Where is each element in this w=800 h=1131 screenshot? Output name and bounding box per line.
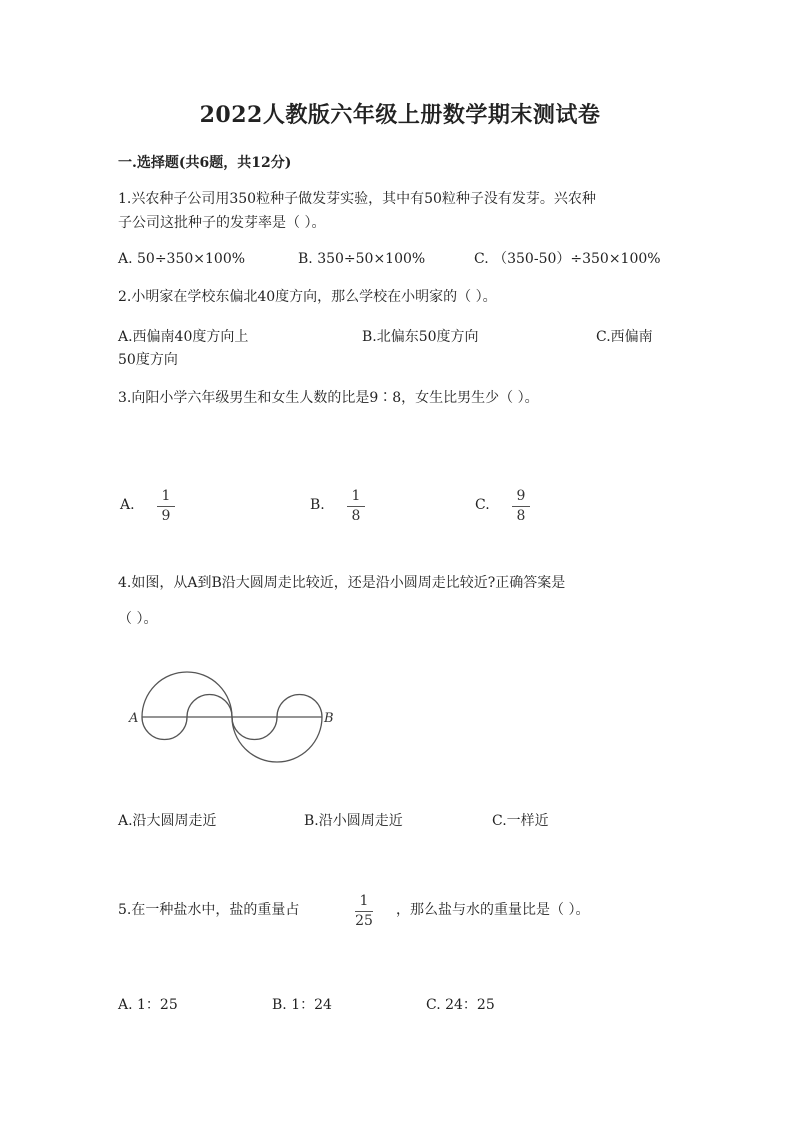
question-1-line-1: 1.兴农种子公司用350粒种子做发芽实验，其中有50粒种子没有发芽。兴农种	[118, 191, 596, 207]
question-1-line-2: 子公司这批种子的发芽率是（ ）。	[118, 215, 326, 231]
fraction-denominator: 9	[161, 508, 171, 524]
q5-option-c: C. 24：25	[426, 997, 495, 1013]
q2-option-c: C.西偏南	[596, 329, 653, 345]
question-3-line-1: 3.向阳小学六年级男生和女生人数的比是9∶8，女生比男生少（ ）。	[118, 390, 539, 406]
question-5-suffix: ，那么盐与水的重量比是（ ）。	[396, 902, 590, 918]
fraction-numerator: 9	[516, 488, 526, 504]
q1-option-b: B. 350÷50×100%	[298, 251, 426, 267]
q4-option-a: A.沿大圆周走近	[118, 813, 217, 829]
fraction-bar	[157, 506, 175, 507]
fraction-bar	[347, 506, 365, 507]
fraction-denominator: 8	[516, 508, 526, 524]
fraction-denominator: 8	[351, 508, 361, 524]
fraction-bar	[512, 506, 530, 507]
q4-option-c: C.一样近	[492, 813, 549, 829]
q3-option-a-label: A.	[120, 497, 135, 513]
q3-option-b-label: B.	[310, 497, 325, 513]
q5-fraction	[349, 893, 379, 930]
label-a: A	[129, 711, 139, 726]
q1-option-a: A. 50÷350×100%	[118, 251, 246, 267]
q2-option-a: A.西偏南40度方向上	[118, 329, 249, 345]
q4-option-b: B.沿小圆周走近	[304, 813, 403, 829]
q5-option-a: A. 1：25	[118, 997, 178, 1013]
fraction-denominator: 25	[355, 913, 373, 929]
circle-path-figure	[118, 664, 348, 774]
q5-option-b: B. 1：24	[272, 997, 332, 1013]
fraction-bar	[355, 911, 373, 912]
label-b: B	[324, 711, 334, 726]
question-5-prefix: 5.在一种盐水中，盐的重量占	[118, 902, 300, 918]
q3-option-a-fraction	[151, 488, 181, 525]
fraction-numerator: 1	[359, 893, 369, 909]
q2-option-b: B.北偏东50度方向	[362, 329, 479, 345]
question-4-line-1: 4.如图，从A到B沿大圆周走比较近，还是沿小圆周走比较近?正确答案是	[118, 575, 566, 591]
question-2-line-1: 2.小明家在学校东偏北40度方向，那么学校在小明家的（ ）。	[118, 289, 497, 305]
q3-option-b-fraction	[341, 488, 371, 525]
q2-option-c-continued: 50度方向	[118, 352, 178, 368]
q1-option-c: C. （350-50）÷350×100%	[474, 251, 661, 267]
fraction-numerator: 1	[161, 488, 171, 504]
q3-option-c-label: C.	[475, 497, 490, 513]
question-4-line-2: （ ）。	[118, 611, 158, 627]
fraction-numerator: 1	[351, 488, 361, 504]
q3-option-c-fraction	[506, 488, 536, 525]
page-title: 2022人教版六年级上册数学期末测试卷	[199, 102, 601, 128]
section-heading: 一.选择题(共6题，共12分)	[118, 155, 292, 171]
